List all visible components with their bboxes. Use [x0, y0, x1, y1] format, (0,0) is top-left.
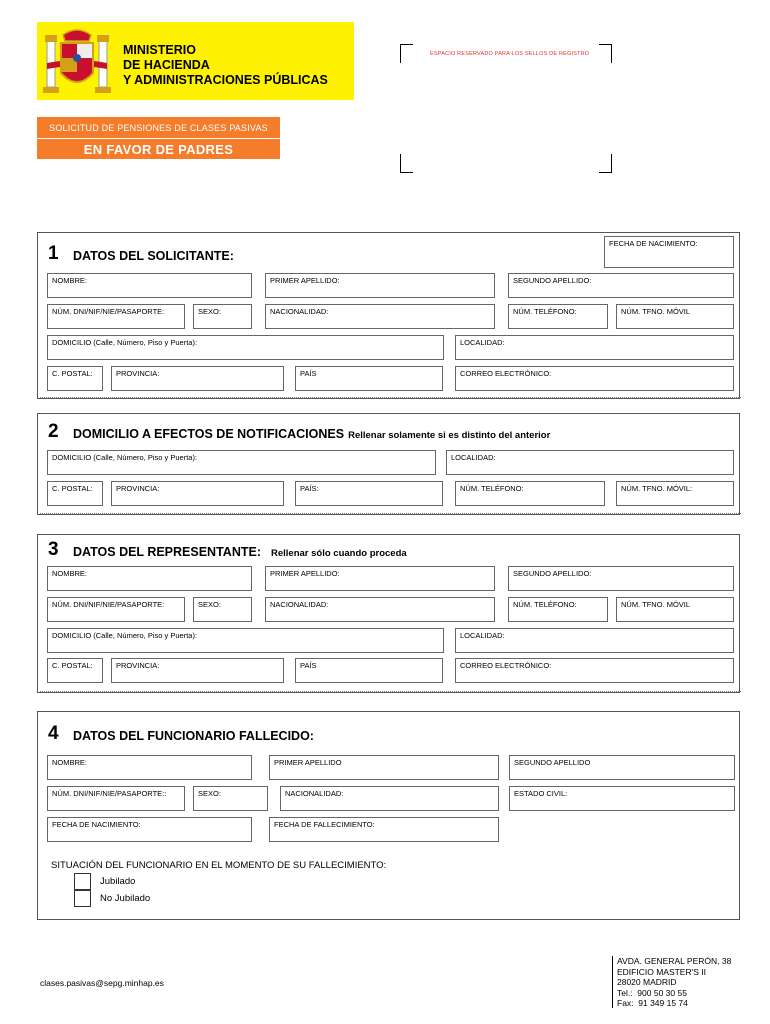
s3-surname2-field[interactable]: SEGUNDO APELLIDO: [508, 566, 734, 591]
section-3-title-text: DATOS DEL REPRESENTANTE: [73, 545, 261, 559]
s3-address-field[interactable]: DOMICILIO (Calle, Número, Piso y Puerta): [47, 628, 444, 653]
postal-address [617, 956, 731, 1009]
section-2-title [73, 427, 550, 441]
ministry-line-2: DE HACIENDA [123, 58, 210, 72]
s4-surname2-field[interactable]: SEGUNDO APELLIDO [509, 755, 735, 780]
contact-email: clases.pasivas@sepg.minhap.es [40, 978, 164, 988]
stamp-area-label: ESPACIO RESERVADO PARA LOS SELLOS DE REGISTRO [430, 51, 590, 57]
s3-mobile-field[interactable]: NÚM. TFNO. MÓVIL [616, 597, 734, 622]
section-notification-shadow [40, 513, 741, 514]
s1-phone-field[interactable]: NÚM. TELÉFONO: [508, 304, 608, 329]
stamp-corner-br [599, 154, 612, 173]
section-1-title: DATOS DEL SOLICITANTE: [73, 249, 234, 263]
section-3-number: 3 [48, 539, 59, 560]
section-3-title [73, 545, 407, 559]
stamp-corner-bl [400, 154, 413, 173]
s1-email-field[interactable]: CORREO ELECTRÓNICO: [455, 366, 734, 391]
s1-postcode-field[interactable]: C. POSTAL: [47, 366, 103, 391]
s4-nationality-field[interactable]: NACIONALIDAD: [280, 786, 499, 811]
not-retired-label: No Jubilado [100, 893, 151, 904]
s2-country-field[interactable]: PAÍS: [295, 481, 443, 506]
ministry-line-3: Y ADMINISTRACIONES PÚBLICAS [123, 73, 328, 87]
s2-locality-field[interactable]: LOCALIDAD: [446, 450, 734, 475]
stamp-corner-tl [400, 44, 413, 63]
s1-name-field[interactable]: NOMBRE: [47, 273, 252, 298]
not-retired-checkbox[interactable] [74, 890, 91, 907]
s3-country-field[interactable]: PAÍS [295, 658, 443, 683]
s3-locality-field[interactable]: LOCALIDAD: [455, 628, 734, 653]
s3-name-field[interactable]: NOMBRE: [47, 566, 252, 591]
s2-address-field[interactable]: DOMICILIO (Calle, Número, Piso y Puerta): [47, 450, 436, 475]
address-line-5: Fax: 91 349 15 74 [617, 998, 688, 1008]
s1-address-field[interactable]: DOMICILIO (Calle, Número, Piso y Puerta): [47, 335, 444, 360]
s2-province-field[interactable]: PROVINCIA: [111, 481, 284, 506]
section-2-title-text: DOMICILIO A EFECTOS DE NOTIFICACIONES [73, 427, 345, 441]
address-divider [612, 956, 613, 1008]
section-applicant-shadow [40, 397, 741, 398]
stamp-corner-tr [599, 44, 612, 63]
s4-id-field[interactable]: NÚM. DNI/NIF/NIE/PASAPORTE:: [47, 786, 185, 811]
s4-death-date-field[interactable]: FECHA DE FALLECIMIENTO: [269, 817, 499, 842]
s4-surname1-field[interactable]: PRIMER APELLIDO [269, 755, 499, 780]
s1-surname1-field[interactable]: PRIMER APELLIDO: [265, 273, 495, 298]
s4-sex-field[interactable]: SEXO: [193, 786, 268, 811]
s3-id-field[interactable]: NÚM. DNI/NIF/NIE/PASAPORTE: [47, 597, 185, 622]
address-line-3: 28020 MADRID [617, 977, 677, 987]
s4-birth-date-field[interactable]: FECHA DE NACIMIENTO: [47, 817, 252, 842]
section-2-note: Rellenar solamente si es distinto del anterior [348, 430, 551, 441]
retired-checkbox[interactable] [74, 873, 91, 890]
section-4-title: DATOS DEL FUNCIONARIO FALLECIDO: [73, 729, 314, 743]
address-line-4: Tel.: 900 50 30 55 [617, 987, 687, 998]
section-1-number: 1 [48, 243, 59, 264]
ministry-line-1: MINISTERIO [123, 43, 196, 57]
s1-mobile-field[interactable]: NÚM. TFNO. MÓVIL [616, 304, 734, 329]
section-representative-shadow [40, 691, 741, 692]
s3-nationality-field[interactable]: NACIONALIDAD: [265, 597, 495, 622]
s3-sex-field[interactable]: SEXO: [193, 597, 252, 622]
s3-phone-field[interactable]: NÚM. TELÉFONO: [508, 597, 608, 622]
s4-situation-label: SITUACIÓN DEL FUNCIONARIO EN EL MOMENTO DE SU FALLECIMIENTO: [51, 860, 387, 871]
s1-country-field[interactable]: PAÍS [295, 366, 443, 391]
s3-postcode-field[interactable]: C. POSTAL: [47, 658, 103, 683]
s2-phone-field[interactable]: NÚM. TELÉFONO: [455, 481, 605, 506]
s4-civil-status-field[interactable]: ESTADO CIVIL: [509, 786, 735, 811]
s2-postcode-field[interactable]: C. POSTAL: [47, 481, 103, 506]
ministry-name [123, 43, 328, 88]
s1-locality-field[interactable]: LOCALIDAD: [455, 335, 734, 360]
address-line-2: EDIFICIO MASTER'S II [617, 966, 706, 977]
s2-mobile-field[interactable]: NÚM. TFNO. MÓVIL: [616, 481, 734, 506]
s1-sex-field[interactable]: SEXO: [193, 304, 252, 329]
address-line-1: AVDA. GENERAL PERÓN, 38 [617, 956, 732, 966]
s1-id-field[interactable]: NÚM. DNI/NIF/NIE/PASAPORTE: [47, 304, 185, 329]
form-title-big: EN FAVOR DE PADRES [37, 138, 280, 159]
form-title-small: SOLICITUD DE PENSIONES DE CLASES PASIVAS [37, 117, 280, 138]
coat-of-arms-icon [43, 27, 111, 97]
s1-surname2-field[interactable]: SEGUNDO APELLIDO: [508, 273, 734, 298]
birth-date-field[interactable]: FECHA DE NACIMIENTO: [604, 236, 734, 268]
s1-province-field[interactable]: PROVINCIA: [111, 366, 284, 391]
section-3-note: Rellenar sólo cuando proceda [270, 548, 407, 559]
s3-surname1-field[interactable]: PRIMER APELLIDO: [265, 566, 495, 591]
s3-province-field[interactable]: PROVINCIA: [111, 658, 284, 683]
retired-label: Jubilado [100, 876, 136, 887]
section-2-number: 2 [48, 421, 59, 442]
section-4-number: 4 [48, 723, 59, 744]
s4-name-field[interactable]: NOMBRE: [47, 755, 252, 780]
s1-nationality-field[interactable]: NACIONALIDAD: [265, 304, 495, 329]
s3-email-field[interactable]: CORREO ELECTRÓNICO: [455, 658, 734, 683]
